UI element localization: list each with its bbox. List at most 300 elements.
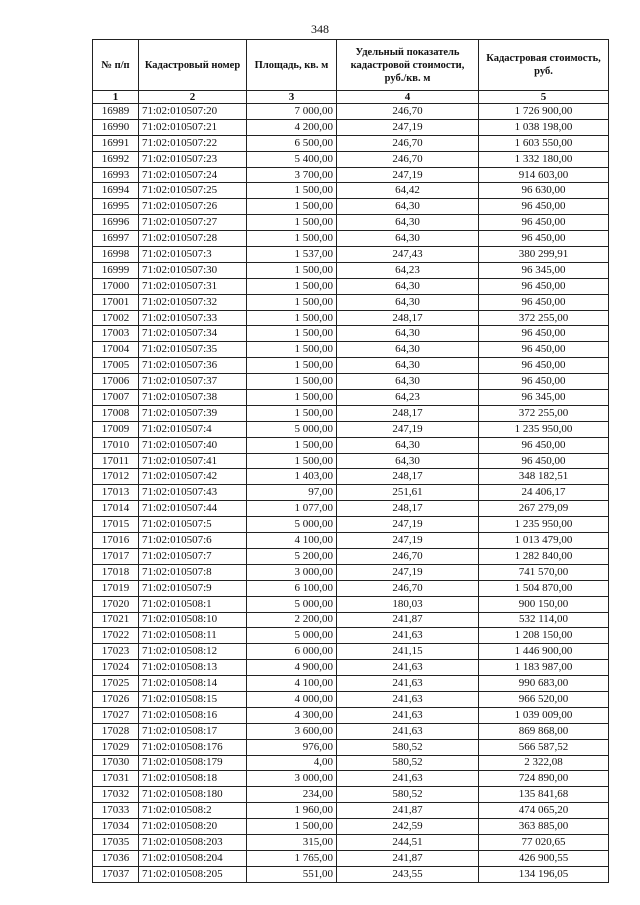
area-cell: 1 500,00	[247, 374, 337, 390]
area-cell: 4 900,00	[247, 660, 337, 676]
row-number-cell: 16989	[93, 104, 139, 120]
specific-value-cell: 64,30	[337, 326, 479, 342]
area-cell: 315,00	[247, 834, 337, 850]
specific-value-cell: 241,87	[337, 850, 479, 866]
cadastral-value-cell: 532 114,00	[479, 612, 609, 628]
row-number-cell: 17034	[93, 819, 139, 835]
specific-value-cell: 64,30	[337, 231, 479, 247]
cadastral-number-cell: 71:02:010508:1	[139, 596, 247, 612]
area-cell: 1 500,00	[247, 390, 337, 406]
table-row	[93, 231, 609, 247]
row-number-cell: 16994	[93, 183, 139, 199]
row-number-cell: 17033	[93, 803, 139, 819]
area-cell: 6 500,00	[247, 135, 337, 151]
specific-value-cell: 64,23	[337, 390, 479, 406]
table-row	[93, 215, 609, 231]
table-row	[93, 580, 609, 596]
cadastral-value-cell: 1 504 870,00	[479, 580, 609, 596]
row-number-cell: 17003	[93, 326, 139, 342]
area-cell: 2 200,00	[247, 612, 337, 628]
table-row	[93, 326, 609, 342]
table-body	[93, 91, 609, 883]
area-cell: 5 000,00	[247, 596, 337, 612]
cadastral-number-cell: 71:02:010507:24	[139, 167, 247, 183]
table-row	[93, 421, 609, 437]
table-header	[93, 40, 609, 91]
cadastral-number-cell: 71:02:010507:43	[139, 485, 247, 501]
cadastral-number-cell: 71:02:010507:4	[139, 421, 247, 437]
table-row	[93, 199, 609, 215]
specific-value-cell: 248,17	[337, 310, 479, 326]
cadastral-number-cell: 71:02:010507:42	[139, 469, 247, 485]
cadastral-value-cell: 914 603,00	[479, 167, 609, 183]
cadastral-number-cell: 71:02:010507:27	[139, 215, 247, 231]
cadastral-value-cell: 741 570,00	[479, 564, 609, 580]
row-number-cell: 17011	[93, 453, 139, 469]
specific-value-cell: 247,19	[337, 421, 479, 437]
cadastral-number-cell: 71:02:010507:44	[139, 501, 247, 517]
row-number-cell: 16996	[93, 215, 139, 231]
row-number-cell: 16990	[93, 119, 139, 135]
table-row	[93, 564, 609, 580]
cadastral-number-cell: 71:02:010507:22	[139, 135, 247, 151]
area-cell: 1 500,00	[247, 231, 337, 247]
table-row	[93, 294, 609, 310]
row-number-cell: 17002	[93, 310, 139, 326]
area-cell: 5 400,00	[247, 151, 337, 167]
specific-value-cell: 64,30	[337, 437, 479, 453]
specific-value-cell: 180,03	[337, 596, 479, 612]
cadastral-number-cell: 71:02:010507:36	[139, 358, 247, 374]
cadastral-number-cell: 71:02:010508:179	[139, 755, 247, 771]
row-number-cell: 17024	[93, 660, 139, 676]
area-cell: 1 500,00	[247, 215, 337, 231]
area-cell: 1 500,00	[247, 310, 337, 326]
row-number-cell: 17006	[93, 374, 139, 390]
cadastral-number-cell: 71:02:010507:20	[139, 104, 247, 120]
column-number: 3	[247, 91, 337, 104]
row-number-cell: 17031	[93, 771, 139, 787]
table-row	[93, 787, 609, 803]
specific-value-cell: 64,30	[337, 215, 479, 231]
cadastral-number-cell: 71:02:010507:37	[139, 374, 247, 390]
cadastral-value-cell: 380 299,91	[479, 247, 609, 263]
cadastral-number-cell: 71:02:010508:180	[139, 787, 247, 803]
cadastral-value-cell: 134 196,05	[479, 866, 609, 882]
table-row	[93, 803, 609, 819]
cadastral-value-cell: 96 450,00	[479, 374, 609, 390]
cadastral-number-cell: 71:02:010508:204	[139, 850, 247, 866]
table-row	[93, 390, 609, 406]
specific-value-cell: 64,30	[337, 199, 479, 215]
area-cell: 4 100,00	[247, 676, 337, 692]
cadastral-number-cell: 71:02:010508:2	[139, 803, 247, 819]
specific-value-cell: 251,61	[337, 485, 479, 501]
area-cell: 4 300,00	[247, 707, 337, 723]
area-cell: 1 500,00	[247, 294, 337, 310]
header-cadastral-number: Кадастровый номер	[139, 40, 247, 91]
cadastral-value-cell: 348 182,51	[479, 469, 609, 485]
cadastral-value-cell: 1 235 950,00	[479, 421, 609, 437]
table-row	[93, 850, 609, 866]
area-cell: 97,00	[247, 485, 337, 501]
table-row	[93, 660, 609, 676]
area-cell: 1 500,00	[247, 342, 337, 358]
specific-value-cell: 64,30	[337, 374, 479, 390]
specific-value-cell: 64,23	[337, 262, 479, 278]
cadastral-value-cell: 1 726 900,00	[479, 104, 609, 120]
table-row	[93, 135, 609, 151]
specific-value-cell: 241,87	[337, 612, 479, 628]
row-number-cell: 17035	[93, 834, 139, 850]
table-row	[93, 310, 609, 326]
specific-value-cell: 580,52	[337, 739, 479, 755]
table-row	[93, 644, 609, 660]
cadastral-value-cell: 96 345,00	[479, 262, 609, 278]
specific-value-cell: 64,30	[337, 278, 479, 294]
row-number-cell: 17023	[93, 644, 139, 660]
cadastral-value-cell: 1 446 900,00	[479, 644, 609, 660]
table-row	[93, 755, 609, 771]
row-number-cell: 17017	[93, 548, 139, 564]
area-cell: 1 500,00	[247, 278, 337, 294]
table-row	[93, 469, 609, 485]
area-cell: 4 100,00	[247, 533, 337, 549]
table-row	[93, 691, 609, 707]
specific-value-cell: 248,17	[337, 405, 479, 421]
table-row	[93, 247, 609, 263]
cadastral-number-cell: 71:02:010507:6	[139, 533, 247, 549]
row-number-cell: 16998	[93, 247, 139, 263]
header-row-number: № п/п	[93, 40, 139, 91]
cadastral-value-cell: 96 450,00	[479, 326, 609, 342]
table-row	[93, 819, 609, 835]
row-number-cell: 17010	[93, 437, 139, 453]
table-row	[93, 628, 609, 644]
cadastral-value-cell: 566 587,52	[479, 739, 609, 755]
cadastral-number-cell: 71:02:010508:20	[139, 819, 247, 835]
specific-value-cell: 241,63	[337, 707, 479, 723]
column-number: 1	[93, 91, 139, 104]
cadastral-value-cell: 24 406,17	[479, 485, 609, 501]
specific-value-cell: 247,19	[337, 564, 479, 580]
table-row	[93, 167, 609, 183]
area-cell: 5 000,00	[247, 517, 337, 533]
row-number-cell: 17013	[93, 485, 139, 501]
specific-value-cell: 246,70	[337, 548, 479, 564]
header-row	[93, 40, 609, 91]
area-cell: 3 000,00	[247, 564, 337, 580]
cadastral-value-table	[92, 39, 609, 883]
column-number: 4	[337, 91, 479, 104]
area-cell: 976,00	[247, 739, 337, 755]
cadastral-number-cell: 71:02:010507:32	[139, 294, 247, 310]
specific-value-cell: 241,63	[337, 723, 479, 739]
row-number-cell: 17021	[93, 612, 139, 628]
area-cell: 1 500,00	[247, 326, 337, 342]
cadastral-value-cell: 474 065,20	[479, 803, 609, 819]
cadastral-number-cell: 71:02:010507:35	[139, 342, 247, 358]
cadastral-value-cell: 2 322,08	[479, 755, 609, 771]
table-row	[93, 834, 609, 850]
specific-value-cell: 247,19	[337, 533, 479, 549]
table-row	[93, 612, 609, 628]
row-number-cell: 17027	[93, 707, 139, 723]
cadastral-value-cell: 96 450,00	[479, 437, 609, 453]
row-number-cell: 17032	[93, 787, 139, 803]
specific-value-cell: 241,63	[337, 771, 479, 787]
area-cell: 4 200,00	[247, 119, 337, 135]
cadastral-number-cell: 71:02:010507:23	[139, 151, 247, 167]
cadastral-number-cell: 71:02:010507:5	[139, 517, 247, 533]
cadastral-value-cell: 96 630,00	[479, 183, 609, 199]
cadastral-value-cell: 1 282 840,00	[479, 548, 609, 564]
cadastral-value-cell: 135 841,68	[479, 787, 609, 803]
cadastral-number-cell: 71:02:010507:34	[139, 326, 247, 342]
area-cell: 1 960,00	[247, 803, 337, 819]
table-row	[93, 374, 609, 390]
cadastral-number-cell: 71:02:010508:18	[139, 771, 247, 787]
table-row	[93, 771, 609, 787]
row-number-cell: 17008	[93, 405, 139, 421]
cadastral-number-cell: 71:02:010507:40	[139, 437, 247, 453]
cadastral-number-cell: 71:02:010508:176	[139, 739, 247, 755]
header-cadastral-value: Кадастровая стоимость, руб.	[479, 40, 609, 91]
row-number-cell: 16991	[93, 135, 139, 151]
cadastral-number-cell: 71:02:010507:26	[139, 199, 247, 215]
area-cell: 551,00	[247, 866, 337, 882]
area-cell: 3 000,00	[247, 771, 337, 787]
row-number-cell: 17030	[93, 755, 139, 771]
table-row	[93, 596, 609, 612]
specific-value-cell: 64,42	[337, 183, 479, 199]
table-row	[93, 278, 609, 294]
cadastral-number-cell: 71:02:010508:203	[139, 834, 247, 850]
cadastral-number-cell: 71:02:010507:25	[139, 183, 247, 199]
area-cell: 1 500,00	[247, 199, 337, 215]
cadastral-value-cell: 96 450,00	[479, 342, 609, 358]
row-number-cell: 16999	[93, 262, 139, 278]
cadastral-number-cell: 71:02:010507:33	[139, 310, 247, 326]
cadastral-number-cell: 71:02:010507:28	[139, 231, 247, 247]
table-row	[93, 866, 609, 882]
specific-value-cell: 248,17	[337, 469, 479, 485]
cadastral-value-cell: 96 450,00	[479, 358, 609, 374]
cadastral-number-cell: 71:02:010508:16	[139, 707, 247, 723]
area-cell: 1 765,00	[247, 850, 337, 866]
specific-value-cell: 241,63	[337, 676, 479, 692]
cadastral-value-cell: 96 450,00	[479, 294, 609, 310]
table-row	[93, 533, 609, 549]
table-row	[93, 119, 609, 135]
row-number-cell: 16995	[93, 199, 139, 215]
table-row	[93, 739, 609, 755]
cadastral-value-cell: 96 450,00	[479, 199, 609, 215]
specific-value-cell: 64,30	[337, 358, 479, 374]
specific-value-cell: 241,63	[337, 691, 479, 707]
cadastral-number-cell: 71:02:010508:12	[139, 644, 247, 660]
table-row	[93, 151, 609, 167]
specific-value-cell: 246,70	[337, 104, 479, 120]
column-number: 2	[139, 91, 247, 104]
area-cell: 6 100,00	[247, 580, 337, 596]
specific-value-cell: 246,70	[337, 135, 479, 151]
row-number-cell: 16997	[93, 231, 139, 247]
row-number-cell: 17026	[93, 691, 139, 707]
cadastral-number-cell: 71:02:010507:3	[139, 247, 247, 263]
area-cell: 5 200,00	[247, 548, 337, 564]
cadastral-value-cell: 1 038 198,00	[479, 119, 609, 135]
area-cell: 5 000,00	[247, 628, 337, 644]
column-numbering-row	[93, 91, 609, 104]
cadastral-number-cell: 71:02:010508:10	[139, 612, 247, 628]
cadastral-value-cell: 1 039 009,00	[479, 707, 609, 723]
cadastral-value-cell: 96 450,00	[479, 453, 609, 469]
specific-value-cell: 580,52	[337, 787, 479, 803]
area-cell: 4,00	[247, 755, 337, 771]
cadastral-value-cell: 96 450,00	[479, 215, 609, 231]
cadastral-number-cell: 71:02:010507:30	[139, 262, 247, 278]
cadastral-value-cell: 990 683,00	[479, 676, 609, 692]
row-number-cell: 17019	[93, 580, 139, 596]
specific-value-cell: 247,19	[337, 517, 479, 533]
table-row	[93, 405, 609, 421]
cadastral-value-cell: 1 013 479,00	[479, 533, 609, 549]
area-cell: 1 500,00	[247, 437, 337, 453]
table-row	[93, 358, 609, 374]
row-number-cell: 17018	[93, 564, 139, 580]
specific-value-cell: 241,87	[337, 803, 479, 819]
cadastral-value-cell: 96 450,00	[479, 231, 609, 247]
cadastral-value-cell: 363 885,00	[479, 819, 609, 835]
table-row	[93, 676, 609, 692]
row-number-cell: 17025	[93, 676, 139, 692]
table-row	[93, 104, 609, 120]
cadastral-value-cell: 267 279,09	[479, 501, 609, 517]
area-cell: 1 077,00	[247, 501, 337, 517]
row-number-cell: 17001	[93, 294, 139, 310]
row-number-cell: 17016	[93, 533, 139, 549]
cadastral-number-cell: 71:02:010508:13	[139, 660, 247, 676]
cadastral-value-cell: 1 235 950,00	[479, 517, 609, 533]
cadastral-value-cell: 426 900,55	[479, 850, 609, 866]
column-number: 5	[479, 91, 609, 104]
area-cell: 1 537,00	[247, 247, 337, 263]
cadastral-number-cell: 71:02:010508:11	[139, 628, 247, 644]
specific-value-cell: 243,55	[337, 866, 479, 882]
table-row	[93, 517, 609, 533]
area-cell: 1 500,00	[247, 453, 337, 469]
cadastral-number-cell: 71:02:010507:7	[139, 548, 247, 564]
area-cell: 1 500,00	[247, 819, 337, 835]
specific-value-cell: 247,19	[337, 119, 479, 135]
table-row	[93, 183, 609, 199]
area-cell: 7 000,00	[247, 104, 337, 120]
cadastral-number-cell: 71:02:010507:41	[139, 453, 247, 469]
table-row	[93, 723, 609, 739]
specific-value-cell: 244,51	[337, 834, 479, 850]
row-number-cell: 17004	[93, 342, 139, 358]
cadastral-value-cell: 869 868,00	[479, 723, 609, 739]
area-cell: 3 600,00	[247, 723, 337, 739]
row-number-cell: 17036	[93, 850, 139, 866]
row-number-cell: 17022	[93, 628, 139, 644]
row-number-cell: 17015	[93, 517, 139, 533]
area-cell: 1 500,00	[247, 405, 337, 421]
specific-value-cell: 247,43	[337, 247, 479, 263]
cadastral-value-cell: 966 520,00	[479, 691, 609, 707]
area-cell: 3 700,00	[247, 167, 337, 183]
row-number-cell: 16992	[93, 151, 139, 167]
cadastral-number-cell: 71:02:010508:15	[139, 691, 247, 707]
cadastral-value-cell: 372 255,00	[479, 405, 609, 421]
table-row	[93, 485, 609, 501]
header-specific-value: Удельный показатель кадастровой стоимости, руб./кв. м	[337, 40, 479, 91]
specific-value-cell: 241,15	[337, 644, 479, 660]
table-row	[93, 707, 609, 723]
specific-value-cell: 246,70	[337, 151, 479, 167]
table-row	[93, 453, 609, 469]
specific-value-cell: 64,30	[337, 342, 479, 358]
specific-value-cell: 241,63	[337, 660, 479, 676]
cadastral-value-cell: 1 208 150,00	[479, 628, 609, 644]
row-number-cell: 17020	[93, 596, 139, 612]
row-number-cell: 17037	[93, 866, 139, 882]
specific-value-cell: 248,17	[337, 501, 479, 517]
area-cell: 234,00	[247, 787, 337, 803]
cadastral-value-cell: 96 345,00	[479, 390, 609, 406]
table-row	[93, 548, 609, 564]
cadastral-number-cell: 71:02:010507:39	[139, 405, 247, 421]
row-number-cell: 17007	[93, 390, 139, 406]
area-cell: 4 000,00	[247, 691, 337, 707]
cadastral-value-cell: 96 450,00	[479, 278, 609, 294]
area-cell: 1 403,00	[247, 469, 337, 485]
specific-value-cell: 242,59	[337, 819, 479, 835]
area-cell: 1 500,00	[247, 183, 337, 199]
cadastral-value-cell: 1 183 987,00	[479, 660, 609, 676]
specific-value-cell: 247,19	[337, 167, 479, 183]
row-number-cell: 16993	[93, 167, 139, 183]
cadastral-value-cell: 1 603 550,00	[479, 135, 609, 151]
cadastral-value-cell: 900 150,00	[479, 596, 609, 612]
area-cell: 5 000,00	[247, 421, 337, 437]
cadastral-number-cell: 71:02:010507:8	[139, 564, 247, 580]
table-row	[93, 501, 609, 517]
cadastral-value-cell: 724 890,00	[479, 771, 609, 787]
row-number-cell: 17028	[93, 723, 139, 739]
row-number-cell: 17014	[93, 501, 139, 517]
row-number-cell: 17005	[93, 358, 139, 374]
cadastral-value-cell: 1 332 180,00	[479, 151, 609, 167]
header-area: Площадь, кв. м	[247, 40, 337, 91]
row-number-cell: 17000	[93, 278, 139, 294]
cadastral-number-cell: 71:02:010508:17	[139, 723, 247, 739]
area-cell: 1 500,00	[247, 358, 337, 374]
table-row	[93, 262, 609, 278]
cadastral-number-cell: 71:02:010507:21	[139, 119, 247, 135]
cadastral-value-cell: 77 020,65	[479, 834, 609, 850]
specific-value-cell: 246,70	[337, 580, 479, 596]
table-row	[93, 437, 609, 453]
row-number-cell: 17029	[93, 739, 139, 755]
table-row	[93, 342, 609, 358]
specific-value-cell: 580,52	[337, 755, 479, 771]
area-cell: 6 000,00	[247, 644, 337, 660]
page-number: 348	[311, 22, 329, 36]
cadastral-number-cell: 71:02:010507:9	[139, 580, 247, 596]
cadastral-value-cell: 372 255,00	[479, 310, 609, 326]
